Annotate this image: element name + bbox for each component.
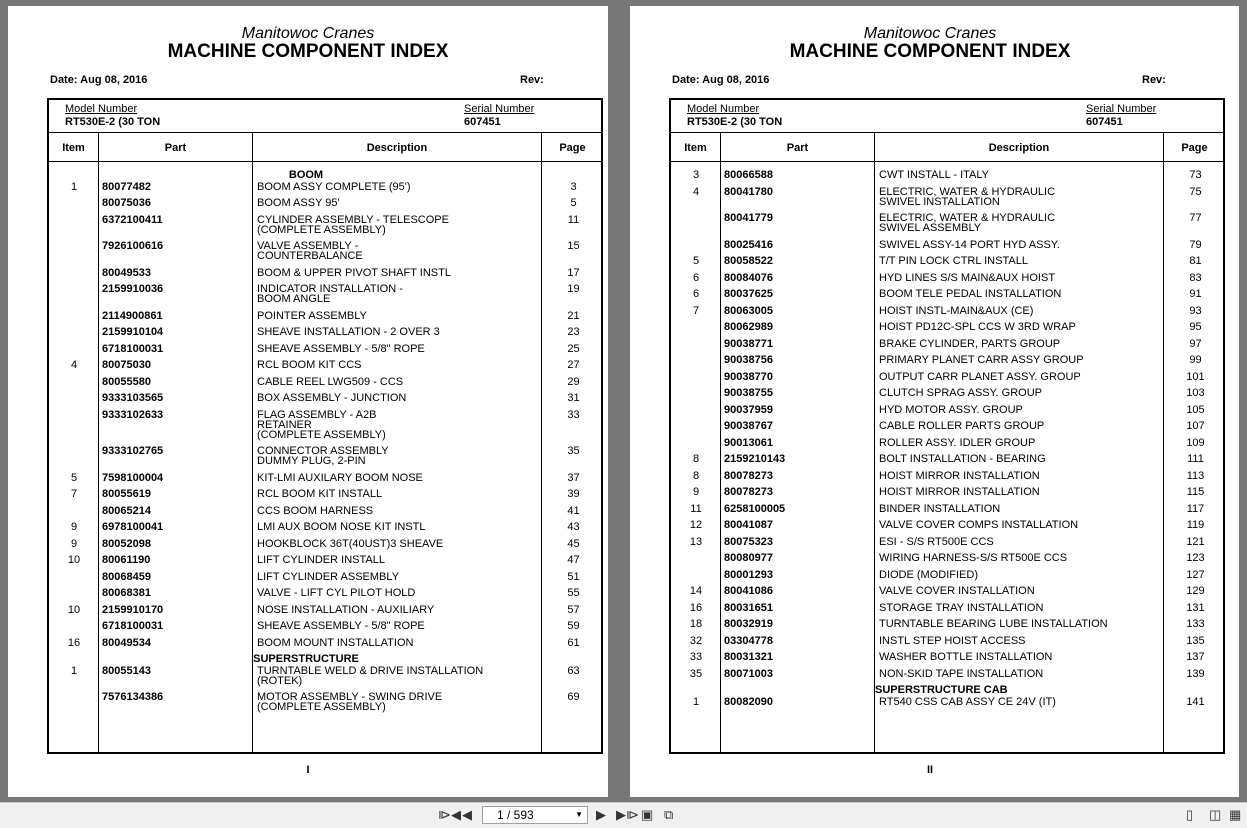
part-cell: 80049533 — [102, 266, 151, 279]
item-cell: 1 — [70, 664, 78, 677]
item-cell: 9 — [692, 486, 700, 498]
page-cell: 41 — [567, 504, 580, 517]
page-cell: 97 — [1189, 337, 1202, 350]
component-table — [47, 98, 603, 754]
part-cell: 80049534 — [102, 636, 151, 649]
page-cell: 135 — [1186, 634, 1205, 647]
description-cell: BOOM ASSY 95' — [257, 197, 340, 209]
part-cell: 80055619 — [102, 488, 151, 500]
divider — [671, 161, 1223, 162]
part-cell: 80041779 — [724, 212, 773, 224]
model-number-label: Model Number — [65, 103, 138, 115]
part-cell: 7926100616 — [102, 240, 164, 252]
description-cell: ELECTRIC, WATER & HYDRAULIC SWIVEL ASSEMBLY — [879, 212, 1056, 234]
fit-page-icon[interactable]: ▣ — [641, 807, 654, 822]
description-cell: HOIST PD12C-SPL CCS W 3RD WRAP — [879, 321, 1076, 333]
part-cell: 80031321 — [724, 651, 773, 663]
page-cell: 29 — [567, 375, 580, 388]
page-cell: 127 — [1186, 568, 1205, 581]
page-cell: 105 — [1186, 403, 1205, 416]
part-cell: 80063005 — [724, 304, 773, 317]
description-cell: POINTER ASSEMBLY — [257, 309, 367, 322]
next-page-icon[interactable]: ▶ — [596, 807, 606, 822]
description-cell: BOX ASSEMBLY - JUNCTION — [257, 392, 407, 404]
description-cell: WIRING HARNESS-S/S RT500E CCS — [879, 552, 1068, 564]
item-cell: 7 — [70, 488, 78, 500]
description-cell: CABLE REEL LWG509 - CCS — [257, 375, 404, 388]
item-cell: 4 — [70, 359, 78, 371]
page-cell: 5 — [570, 197, 577, 209]
description-cell: CONNECTOR ASSEMBLY DUMMY PLUG, 2-PIN — [257, 445, 389, 467]
description-cell: HOIST INSTL-MAIN&AUX (CE) — [879, 304, 1034, 317]
part-cell: 2159910036 — [102, 283, 164, 295]
item-cell: 11 — [690, 502, 702, 515]
part-cell: 6978100041 — [102, 521, 164, 533]
page-cell: 99 — [1189, 354, 1202, 366]
description-cell: VALVE COVER COMPS INSTALLATION — [879, 519, 1079, 531]
page-cell: 69 — [567, 691, 580, 703]
description-cell: INSTL STEP HOIST ACCESS — [879, 634, 1026, 647]
item-cell: 33 — [689, 651, 703, 663]
page-cell: 109 — [1186, 436, 1205, 449]
page-cell: 119 — [1186, 519, 1205, 531]
description-cell: NON-SKID TAPE INSTALLATION — [879, 667, 1044, 680]
prev-page-icon[interactable]: ◀ — [462, 807, 472, 822]
item-cell: 35 — [689, 667, 703, 680]
description-cell: BOOM MOUNT INSTALLATION — [257, 636, 414, 649]
page-cell: 121 — [1186, 535, 1205, 548]
page-cell: 21 — [567, 309, 580, 322]
page-cell: 79 — [1189, 238, 1202, 251]
viewer-toolbar — [0, 802, 1247, 828]
page-cell: 91 — [1189, 288, 1202, 300]
page-cell: 59 — [567, 620, 580, 632]
part-cell: 2159910104 — [102, 326, 164, 338]
description-cell: BOLT INSTALLATION - BEARING — [879, 453, 1046, 465]
description-cell: BRAKE CYLINDER, PARTS GROUP — [879, 337, 1061, 350]
page-cell: 103 — [1186, 387, 1205, 399]
model-number-label: Model Number — [687, 103, 760, 115]
column-header-part: Part — [786, 142, 809, 154]
column-divider — [98, 132, 99, 752]
part-cell: 80075030 — [102, 359, 151, 371]
description-cell: HYD LINES S/S MAIN&AUX HOIST — [879, 271, 1056, 284]
item-cell: 10 — [67, 603, 81, 616]
part-cell: 2159910170 — [102, 603, 164, 616]
part-cell: 80062989 — [724, 321, 773, 333]
part-cell: 2114900861 — [102, 309, 163, 322]
rev-label: Rev: — [1142, 74, 1166, 86]
dual-page-icon[interactable]: ⧉ — [664, 807, 674, 822]
company-name: Manitowoc Cranes — [863, 25, 997, 42]
part-cell: 7598100004 — [102, 471, 164, 484]
description-cell: HOIST MIRROR INSTALLATION — [879, 486, 1040, 498]
item-cell: 14 — [689, 585, 703, 597]
part-cell: 80071003 — [724, 667, 773, 680]
description-cell: CYLINDER ASSEMBLY - TELESCOPE (COMPLETE ASSEMBLY) — [257, 213, 449, 236]
part-cell: 80055580 — [102, 375, 151, 388]
description-cell: NOSE INSTALLATION - AUXILIARY — [257, 603, 435, 616]
page-cell: 95 — [1189, 321, 1202, 333]
page-cell: 131 — [1186, 601, 1205, 614]
part-cell: 80037625 — [724, 288, 773, 300]
part-cell: 90038756 — [724, 354, 773, 366]
description-cell: CWT INSTALL - ITALY — [879, 169, 990, 181]
part-cell: 9333102633 — [102, 408, 164, 421]
description-cell: CABLE ROLLER PARTS GROUP — [879, 420, 1045, 432]
item-cell: 1 — [692, 695, 700, 708]
description-cell: SHEAVE ASSEMBLY - 5/8" ROPE — [257, 342, 425, 355]
column-header-part: Part — [164, 142, 187, 154]
part-cell: 90038771 — [724, 337, 773, 350]
part-cell: 80068459 — [102, 570, 151, 583]
description-cell: LMI AUX BOOM NOSE KIT INSTL — [257, 521, 426, 533]
description-cell: HYD MOTOR ASSY. GROUP — [879, 403, 1023, 416]
column-header-description: Description — [366, 142, 428, 154]
book-view-icon[interactable]: ◫ — [1209, 807, 1222, 822]
item-cell: 12 — [689, 519, 703, 531]
date-label: Date: Aug 08, 2016 — [50, 74, 148, 86]
part-cell: 90037959 — [724, 403, 773, 416]
description-cell: TURNTABLE WELD & DRIVE INSTALLATION (ROTEK) — [257, 664, 484, 687]
document-page-left — [8, 6, 608, 797]
description-cell: WASHER BOTTLE INSTALLATION — [879, 651, 1053, 663]
serial-number-label: Serial Number — [1086, 103, 1157, 115]
part-cell: 80041087 — [724, 519, 773, 531]
component-table — [669, 98, 1225, 754]
part-cell: 80065214 — [102, 504, 151, 517]
page-number: I — [306, 764, 310, 776]
part-cell: 80025416 — [724, 238, 773, 251]
description-cell: TURNTABLE BEARING LUBE INSTALLATION — [879, 618, 1108, 630]
description-cell: ROLLER ASSY. IDLER GROUP — [879, 436, 1036, 449]
page-cell: 137 — [1186, 651, 1205, 663]
item-cell: 4 — [692, 185, 700, 198]
item-cell: 1 — [70, 180, 78, 193]
page-cell: 43 — [567, 521, 580, 533]
page-number-input[interactable] — [482, 806, 588, 824]
page-cell: 25 — [567, 342, 580, 355]
part-cell: 80061190 — [102, 554, 151, 566]
grid-view-icon[interactable]: ▦ — [1229, 807, 1242, 822]
part-cell: 80041780 — [724, 185, 773, 198]
single-page-icon[interactable]: ▯ — [1186, 807, 1194, 822]
description-cell: BINDER INSTALLATION — [879, 502, 1001, 515]
model-number-value: RT530E-2 (30 TON — [687, 116, 783, 128]
divider — [49, 132, 601, 133]
part-cell: 90038767 — [724, 420, 773, 432]
part-cell: 80078273 — [724, 486, 773, 498]
description-cell: BOOM & UPPER PIVOT SHAFT INSTL — [257, 266, 451, 279]
column-divider — [874, 132, 875, 752]
description-cell: FLAG ASSEMBLY - A2B RETAINER (COMPLETE ASSEMBLY) — [257, 408, 386, 441]
item-cell: 16 — [689, 601, 703, 614]
page-cell: 17 — [567, 266, 580, 279]
description-cell: CCS BOOM HARNESS — [257, 504, 374, 517]
part-cell: 6718100031 — [102, 620, 164, 632]
description-cell: CLUTCH SPRAG ASSY. GROUP — [879, 387, 1043, 399]
description-cell: RT540 CSS CAB ASSY CE 24V (IT) — [879, 695, 1056, 708]
description-cell: LIFT CYLINDER ASSEMBLY — [257, 570, 400, 583]
rev-label: Rev: — [520, 74, 544, 86]
page-cell: 55 — [567, 587, 580, 599]
description-cell: VALVE ASSEMBLY - COUNTERBALANCE — [257, 240, 363, 262]
part-cell: 03304778 — [724, 634, 773, 647]
item-cell: 5 — [692, 255, 700, 267]
page-cell: 111 — [1187, 453, 1204, 465]
page-cell: 107 — [1186, 420, 1205, 432]
page-title: MACHINE COMPONENT INDEX — [789, 41, 1071, 62]
item-cell: 8 — [692, 469, 700, 482]
divider — [49, 161, 601, 162]
company-name: Manitowoc Cranes — [241, 25, 375, 42]
part-cell: 6372100411 — [102, 213, 163, 226]
part-cell: 90038770 — [724, 370, 773, 383]
description-cell: SUPERSTRUCTURE — [253, 653, 359, 665]
page-cell: 115 — [1186, 486, 1205, 498]
description-cell: RCL BOOM KIT CCS — [257, 359, 362, 371]
column-header-page: Page — [559, 142, 586, 154]
item-cell: 10 — [67, 554, 81, 566]
column-header-item: Item — [62, 142, 85, 154]
last-page-icon[interactable]: ▶⧐ — [616, 807, 639, 822]
part-cell: 80001293 — [724, 568, 773, 581]
part-cell: 2159210143 — [724, 453, 786, 465]
description-cell: STORAGE TRAY INSTALLATION — [879, 601, 1044, 614]
part-cell: 80078273 — [724, 469, 773, 482]
description-cell: OUTPUT CARR PLANET ASSY. GROUP — [879, 370, 1081, 383]
column-header-description: Description — [988, 142, 1050, 154]
item-cell: 9 — [70, 537, 78, 550]
item-cell: 7 — [692, 304, 700, 317]
page-cell: 139 — [1186, 667, 1205, 680]
page-cell: 77 — [1189, 212, 1202, 224]
page-cell: 33 — [567, 408, 580, 421]
description-cell: PRIMARY PLANET CARR ASSY GROUP — [879, 354, 1084, 366]
part-cell: 80032919 — [724, 618, 773, 630]
part-cell: 90013061 — [724, 436, 773, 449]
description-cell: HOOKBLOCK 36T(40UST)3 SHEAVE — [257, 537, 444, 550]
date-label: Date: Aug 08, 2016 — [672, 74, 770, 86]
item-cell: 13 — [689, 535, 703, 548]
page-cell: 15 — [567, 240, 580, 252]
part-cell: 80068381 — [102, 587, 151, 599]
page-indicator: 1 / 593 — [497, 808, 534, 822]
page-cell: 35 — [567, 445, 580, 457]
page-cell: 47 — [567, 554, 580, 566]
page-cell: 73 — [1189, 169, 1202, 181]
page-cell: 123 — [1186, 552, 1205, 564]
item-cell: 16 — [67, 636, 81, 649]
page-cell: 101 — [1186, 370, 1205, 383]
description-cell: BOOM ASSY COMPLETE (95') — [257, 180, 411, 193]
description-cell: BOOM — [288, 169, 324, 181]
serial-number-value: 607451 — [1086, 116, 1123, 128]
item-cell: 3 — [692, 169, 700, 181]
part-cell: 9333103565 — [102, 392, 164, 404]
item-cell: 5 — [70, 471, 78, 484]
part-cell: 80084076 — [724, 271, 773, 284]
item-cell: 6 — [692, 271, 700, 284]
model-number-value: RT530E-2 (30 TON — [65, 116, 161, 128]
part-cell: 7576134386 — [102, 691, 164, 703]
part-cell: 6258100005 — [724, 502, 786, 515]
description-cell: SWIVEL ASSY-14 PORT HYD ASSY. — [879, 238, 1060, 251]
part-cell: 80080977 — [724, 552, 773, 564]
item-cell: 32 — [689, 634, 703, 647]
page-cell: 61 — [567, 636, 580, 649]
description-cell: SUPERSTRUCTURE CAB — [875, 684, 1008, 696]
column-header-item: Item — [684, 142, 707, 154]
column-header-page: Page — [1181, 142, 1208, 154]
part-cell: 80055143 — [102, 664, 151, 677]
part-cell: 80052098 — [102, 537, 151, 550]
description-cell: DIODE (MODIFIED) — [879, 568, 978, 581]
description-cell: KIT-LMI AUXILARY BOOM NOSE — [257, 471, 423, 484]
page-title: MACHINE COMPONENT INDEX — [167, 41, 449, 62]
item-cell: 8 — [692, 453, 700, 465]
serial-number-value: 607451 — [464, 116, 501, 128]
description-cell: MOTOR ASSEMBLY - SWING DRIVE (COMPLETE ASSEMBLY) — [257, 691, 443, 713]
page-cell: 63 — [567, 664, 580, 677]
part-cell: 80077482 — [102, 180, 151, 193]
part-cell: 80082090 — [724, 695, 773, 708]
serial-number-label: Serial Number — [464, 103, 535, 115]
part-cell: 80066588 — [724, 169, 773, 181]
page-cell: 93 — [1189, 304, 1202, 317]
chevron-down-icon[interactable]: ▼ — [575, 810, 583, 819]
page-number: II — [926, 764, 934, 776]
page-cell: 27 — [567, 359, 580, 371]
part-cell: 80041086 — [724, 585, 773, 597]
description-cell: BOOM TELE PEDAL INSTALLATION — [879, 288, 1062, 300]
page-cell: 57 — [567, 603, 580, 616]
page-cell: 19 — [567, 283, 580, 295]
page-cell: 23 — [567, 326, 580, 338]
description-cell: SHEAVE INSTALLATION - 2 OVER 3 — [257, 326, 440, 338]
part-cell: 80058522 — [724, 255, 773, 267]
description-cell: ESI - S/S RT500E CCS — [879, 535, 994, 548]
description-cell: ELECTRIC, WATER & HYDRAULIC SWIVEL INSTALLATION — [879, 185, 1056, 208]
first-page-icon[interactable]: ⧐◀ — [438, 807, 461, 822]
part-cell: 6718100031 — [102, 342, 164, 355]
description-cell: HOIST MIRROR INSTALLATION — [879, 469, 1040, 482]
part-cell: 80075323 — [724, 535, 773, 548]
part-cell: 90038755 — [724, 387, 773, 399]
description-cell: LIFT CYLINDER INSTALL — [257, 554, 385, 566]
page-cell: 39 — [567, 488, 580, 500]
page-cell: 11 — [567, 213, 580, 226]
part-cell: 9333102765 — [102, 445, 164, 457]
part-cell: 80075036 — [102, 197, 151, 209]
description-cell: SHEAVE ASSEMBLY - 5/8" ROPE — [257, 620, 425, 632]
page-cell: 117 — [1186, 502, 1205, 515]
page-cell: 51 — [567, 570, 580, 583]
page-cell: 3 — [570, 180, 577, 193]
page-cell: 75 — [1189, 185, 1202, 198]
part-cell: 80031651 — [724, 601, 773, 614]
description-cell: VALVE - LIFT CYL PILOT HOLD — [257, 587, 416, 599]
page-cell: 113 — [1186, 469, 1205, 482]
divider — [671, 132, 1223, 133]
page-cell: 81 — [1189, 255, 1202, 267]
page-cell: 83 — [1189, 271, 1202, 284]
item-cell: 6 — [692, 288, 700, 300]
document-page-right — [630, 6, 1239, 797]
description-cell: VALVE COVER INSTALLATION — [879, 585, 1035, 597]
item-cell: 9 — [70, 521, 78, 533]
description-cell: T/T PIN LOCK CTRL INSTALL — [879, 255, 1028, 267]
page-cell: 141 — [1186, 695, 1205, 708]
page-cell: 45 — [567, 537, 580, 550]
item-cell: 18 — [689, 618, 703, 630]
page-cell: 129 — [1186, 585, 1205, 597]
page-cell: 133 — [1186, 618, 1205, 630]
description-cell: RCL BOOM KIT INSTALL — [257, 488, 383, 500]
page-cell: 37 — [567, 471, 580, 484]
description-cell: INDICATOR INSTALLATION - BOOM ANGLE — [257, 283, 403, 305]
page-cell: 31 — [567, 392, 580, 404]
